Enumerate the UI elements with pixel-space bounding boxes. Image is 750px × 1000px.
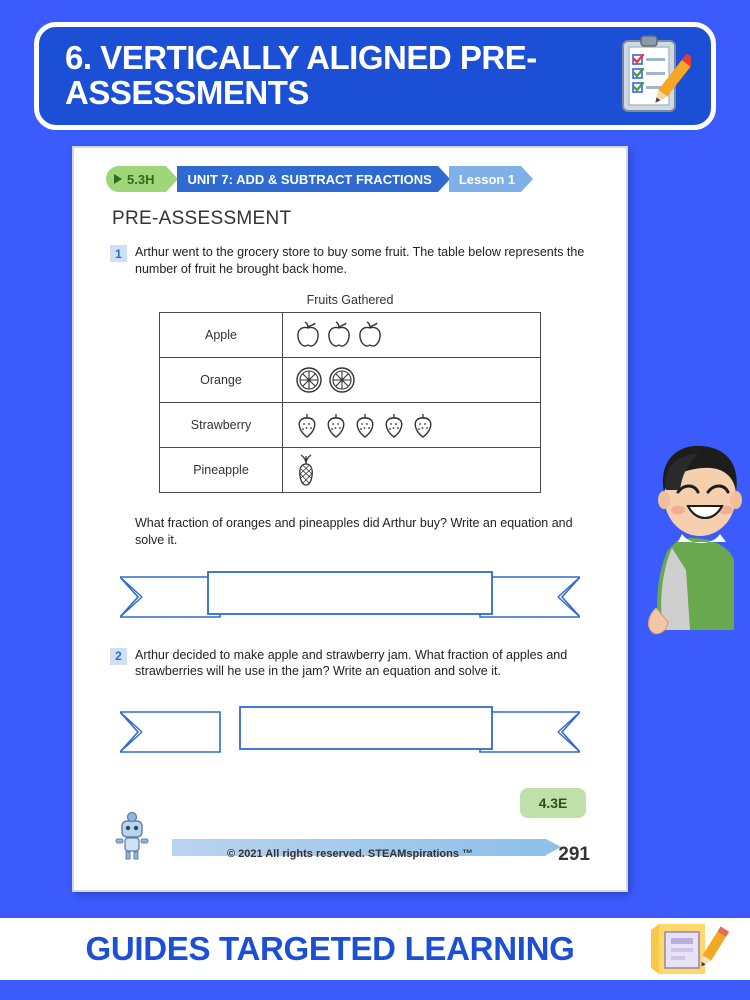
strawberry-icon <box>295 411 319 439</box>
breadcrumb-unit: UNIT 7: ADD & SUBTRACT FRACTIONS <box>177 166 437 192</box>
question-2 <box>110 647 608 680</box>
orange-slice-icon <box>295 366 323 394</box>
apple-icon <box>295 320 321 350</box>
clipboard-checklist-icon <box>617 33 691 119</box>
apple-icon <box>326 320 352 350</box>
breadcrumb-code <box>106 166 166 192</box>
apple-icon <box>357 320 383 350</box>
row-label-apple: Apple <box>160 313 283 358</box>
fruits-gathered-table <box>159 312 541 493</box>
bottom-banner <box>0 918 750 980</box>
question-number: 1 <box>110 245 127 262</box>
table-row <box>160 358 541 403</box>
answer-ribbon-2[interactable] <box>120 706 580 758</box>
row-label-orange: Orange <box>160 358 283 403</box>
breadcrumb-code-label: 5.3H <box>127 171 155 187</box>
status-badge: 4.3E <box>520 788 586 818</box>
row-label-pineapple: Pineapple <box>160 448 283 493</box>
page-number: 291 <box>558 844 590 865</box>
breadcrumb-lesson: Lesson 1 <box>449 166 521 192</box>
breadcrumb-arrow-3 <box>521 166 533 192</box>
row-icons-pineapple <box>283 448 541 493</box>
table-row <box>160 448 541 493</box>
pineapple-icon <box>295 453 317 487</box>
play-triangle-icon <box>114 174 122 184</box>
row-icons-apple <box>283 313 541 358</box>
pencil-book-icon <box>630 920 750 978</box>
question-text: Arthur decided to make apple and strawberry jam. What fraction of apples and strawberries will he use in the jam? Write an equation and solve it. <box>135 647 568 679</box>
table-row <box>160 403 541 448</box>
answer-ribbon-1[interactable] <box>120 571 580 623</box>
table-row <box>160 313 541 358</box>
page-title: PRE-ASSESSMENT <box>112 208 292 229</box>
worksheet-footer <box>92 788 608 880</box>
question-text: Arthur went to the grocery store to buy some fruit. The table below represents the number of fruit he brought back home. <box>135 245 585 276</box>
strawberry-icon <box>324 411 348 439</box>
top-banner <box>34 22 716 130</box>
question-number: 2 <box>110 648 127 665</box>
strawberry-icon <box>382 411 406 439</box>
table-title: Fruits Gathered <box>306 293 394 308</box>
question-followup-text: What fraction of oranges and pineapples did Arthur buy? Write an equation and solve it. <box>135 516 573 547</box>
orange-slice-icon <box>328 366 356 394</box>
question-1 <box>110 244 608 277</box>
worksheet-page <box>72 146 628 892</box>
boy-mascot-illustration <box>638 430 750 645</box>
breadcrumb <box>106 166 608 192</box>
row-icons-orange <box>283 358 541 403</box>
bottom-banner-title: GUIDES TARGETED LEARNING <box>85 930 575 967</box>
copyright-text: © 2021 All rights reserved. STEAMspirations ™ <box>226 848 474 860</box>
strawberry-icon <box>353 411 377 439</box>
row-label-strawberry: Strawberry <box>160 403 283 448</box>
top-banner-title: 6. VERTICALLY ALIGNED PRE-ASSESSMENTS <box>65 39 537 111</box>
strawberry-icon <box>411 411 435 439</box>
question-1-followup <box>110 515 608 548</box>
row-icons-strawberry <box>283 403 541 448</box>
